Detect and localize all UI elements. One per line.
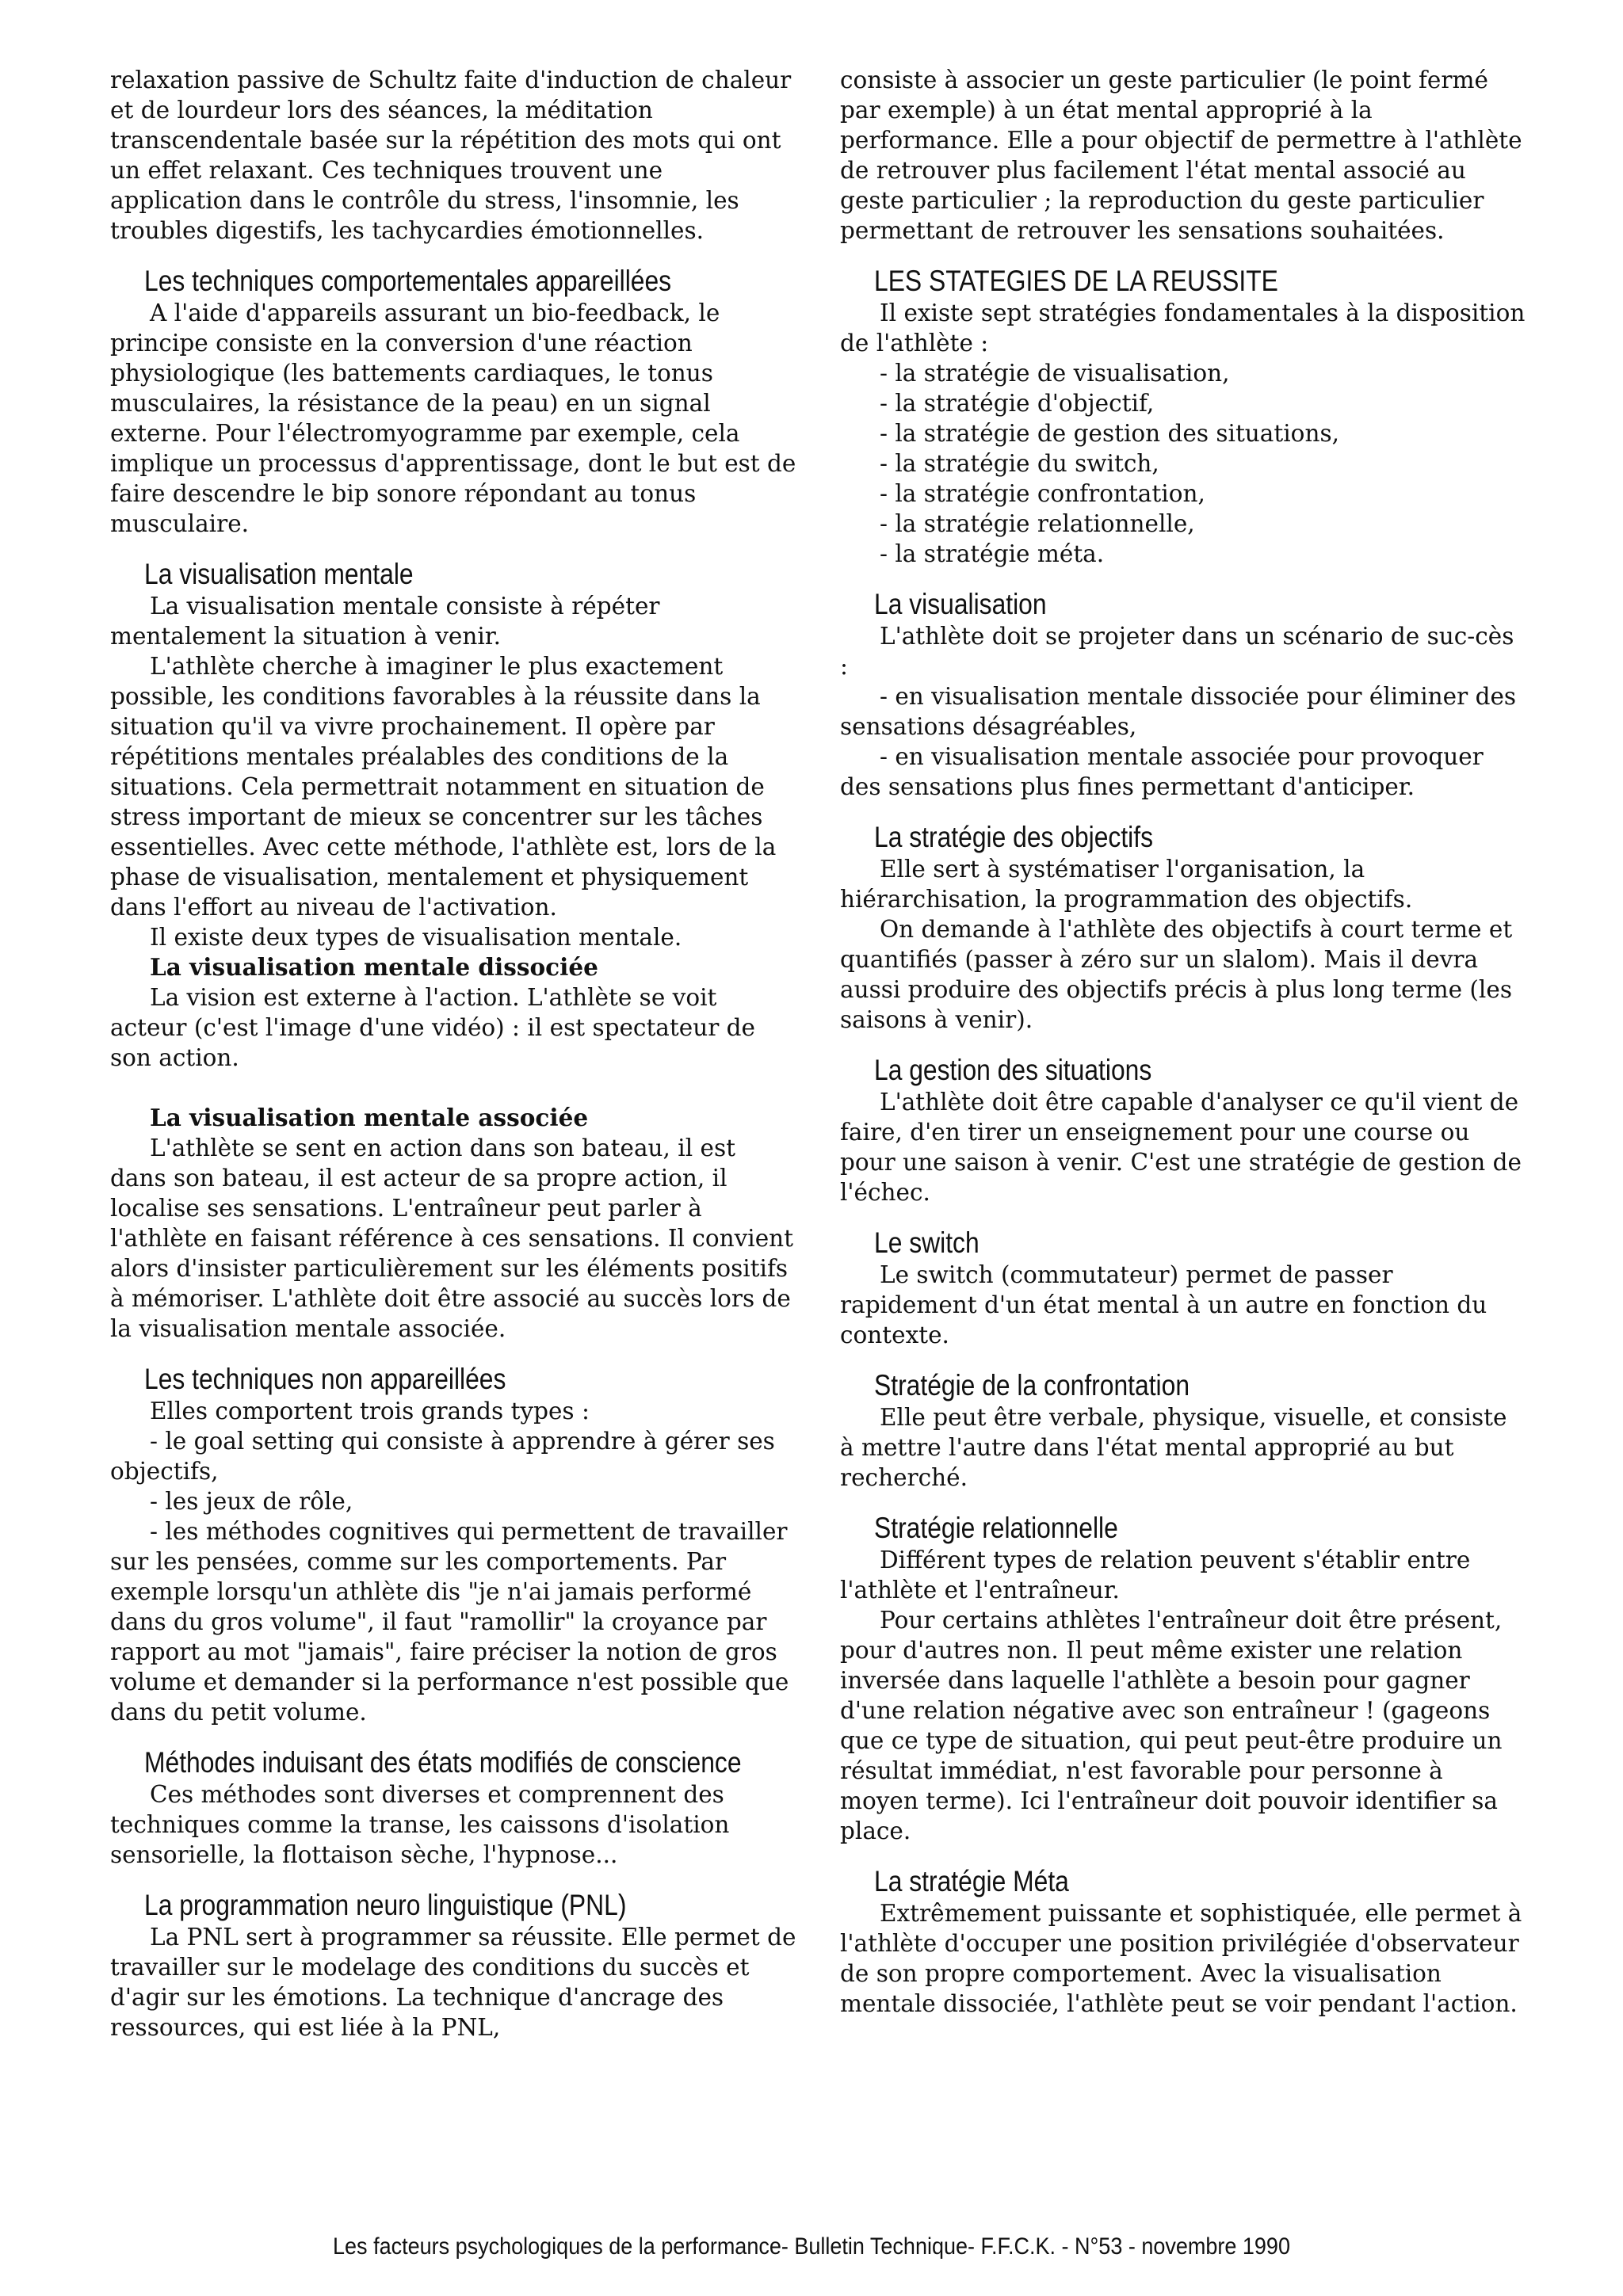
- right-column: [840, 65, 1528, 2019]
- paragraph-ancrage: consiste à associer un geste particulier (le point fermé par exemple) à un état mental approprié à la performance. Elle a pour objectif de permettre à l'athlète de retrouver plus facilement l'état mental associé au geste particulier ; la reproduction du geste particulier permettant de retrouver les sensations souhaitées.: [840, 67, 1522, 244]
- paragraph-associee: L'athlète se sent en action dans son bateau, il est dans son bateau, il est acteur de sa propre action, il localise ses sensations. L'entraîneur peut parler à l'athlète en faisant référence à ces sensations. Il convient alors d'insister particulièrement sur les éléments positifs à mémoriser. L'athlète doit être associé au succès lors de la visualisation mentale associée.: [110, 1135, 794, 1342]
- heading-etats-modifies: Méthodes induisant des états modifiés de conscience: [144, 1746, 742, 1779]
- paragraph-relationnelle-2: Pour certains athlètes l'entraîneur doit être présent, pour d'autres non. Il peut même exister une relation inversée dans laquelle l'athlète a besoin pour gagner d'une relation négative avec son entraîneur ! (gageons que ce type de situation, qui peut peut-être produire un résultat immédiat, n'est favorable pour personne à moyen terme). Ici l'entraîneur doit pouvoir identifier sa place.: [840, 1607, 1503, 1844]
- paragraph-meta: Extrêmement puissante et sophistiquée, elle permet à l'athlète d'occuper une position privilégiée d'observateur de son propre comportement. Avec la visualisation mentale dissociée, l'athlète peut se voir pendant l'action.: [840, 1900, 1522, 2017]
- list-item-strategie: - la stratégie de visualisation,: [880, 360, 1230, 387]
- paragraph-visualisation-1: La visualisation mentale consiste à répéter mentalement la situation à venir.: [110, 593, 660, 650]
- list-item-strategie: - la stratégie du switch,: [880, 450, 1159, 477]
- paragraph-relaxation: relaxation passive de Schultz faite d'induction de chaleur et de lourdeur lors des séances, la méditation transcendentale basée sur la répétition des mots qui ont un effet relaxant. Ces techniques trouvent une application dans le contrôle du stress, l'insomnie, les troubles digestifs, les tachycardies émotionnelles.: [110, 67, 792, 244]
- heading-gestion-situations: La gestion des situations: [874, 1054, 1152, 1086]
- list-item-strategie: - la stratégie relationnelle,: [880, 510, 1195, 537]
- heading-relationnelle: Stratégie relationnelle: [874, 1512, 1118, 1544]
- list-item-strategie: - la stratégie d'objectif,: [880, 390, 1155, 417]
- heading-strategies-reussite: LES STATEGIES DE LA REUSSITE: [874, 265, 1278, 297]
- paragraph-visualisation-dissociee: - en visualisation mentale dissociée pour éliminer des sensations désagréables,: [840, 683, 1517, 740]
- paragraph-visualisation-scenario: L'athlète doit se projeter dans un scénario de suc-cès :: [840, 623, 1514, 680]
- list-item-strategie: - la stratégie de gestion des situations,: [880, 420, 1339, 447]
- paragraph-bio-feedback: A l'aide d'appareils assurant un bio-feedback, le principe consiste en la conversion d'une réaction physiologique (les battements cardiaques, le tonus musculaires, la résistance de la peau) en un signal externe. Pour l'électromyogramme par exemple, cela implique un processus d'apprentissage, dont le but est de faire descendre le bip sonore répondant au tonus musculaire.: [110, 299, 796, 537]
- heading-techniques-comportementales: Les techniques comportementales appareillées: [144, 265, 672, 297]
- paragraph-objectifs-2: On demande à l'athlète des objectifs à court terme et quantifiés (passer à zéro sur un slalom). Mais il devra aussi produire des objectifs précis à plus long terme (les saisons à venir).: [840, 916, 1513, 1033]
- list-item-jeux-de-role: - les jeux de rôle,: [150, 1488, 353, 1515]
- list-item-strategie: - la stratégie confrontation,: [880, 480, 1205, 507]
- subheading-visualisation-dissociee: La visualisation mentale dissociée: [150, 953, 598, 981]
- list-item-methodes-cognitives: - les méthodes cognitives qui permettent de travailler sur les pensées, comme sur les comportements. Par exemple lorsqu'un athlète dis "je n'ai jamais performé dans du gros volume", il faut "ramollir" la croyance par rapport au mot "jamais", faire préciser la notion de gros volume et demander si la performance n'est possible que dans du petit volume.: [110, 1518, 789, 1726]
- heading-pnl: La programmation neuro linguistique (PNL): [144, 1889, 627, 1921]
- paragraph-switch: Le switch (commutateur) permet de passer rapidement d'un état mental à un autre en fonction du contexte.: [840, 1261, 1487, 1348]
- heading-switch: Le switch: [874, 1226, 980, 1259]
- subheading-visualisation-associee: La visualisation mentale associée: [150, 1104, 589, 1131]
- paragraph-pnl: La PNL sert à programmer sa réussite. Elle permet de travailler sur le modelage des conditions du succès et d'agir sur les émotions. La technique d'ancrage des ressources, qui est liée à la PNL,: [110, 1924, 796, 2041]
- paragraph-etats-modifies: Ces méthodes sont diverses et comprennent des techniques comme la transe, les caissons d'isolation sensorielle, la flottaison sèche, l'hypnose...: [110, 1781, 730, 1868]
- paragraph-dissociee: La vision est externe à l'action. L'athlète se voit acteur (c'est l'image d'une vidéo) : il est spectateur de son action.: [110, 984, 756, 1071]
- page-footer: Les facteurs psychologiques de la performance- Bulletin Technique- F.F.C.K. - N°53 - novembre 1990: [333, 2233, 1290, 2260]
- paragraph-visualisation-2: L'athlète cherche à imaginer le plus exactement possible, les conditions favorables à la réussite dans la situation qu'il va vivre prochainement. Il opère par répétitions mentales préalables des conditions de la situations. Cela permettrait notamment en situation de stress important de mieux se concentrer sur les tâches essentielles. Avec cette méthode, l'athlète est, lors de la phase de visualisation, mentalement et physiquement dans l'effort au niveau de l'activation.: [110, 653, 777, 921]
- paragraph-gestion-situations: L'athlète doit être capable d'analyser ce qu'il vient de faire, d'en tirer un enseignement pour une course ou pour une saison à venir. C'est une stratégie de gestion de l'échec.: [840, 1089, 1522, 1206]
- paragraph-objectifs-1: Elle sert à systématiser l'organisation, la hiérarchisation, la programmation des objectifs.: [840, 856, 1413, 913]
- heading-confrontation: Stratégie de la confrontation: [874, 1369, 1190, 1402]
- heading-techniques-non-appareillees: Les techniques non appareillées: [144, 1363, 506, 1395]
- paragraph-strategies-intro: Il existe sept stratégies fondamentales à la disposition de l'athlète :: [840, 299, 1526, 357]
- heading-la-visualisation: La visualisation: [874, 588, 1047, 620]
- heading-strategie-objectifs: La stratégie des objectifs: [874, 821, 1153, 853]
- paragraph-visualisation-associee: - en visualisation mentale associée pour provoquer des sensations plus fines permettant d'anticiper.: [840, 743, 1484, 800]
- heading-visualisation-mentale: La visualisation mentale: [144, 558, 414, 590]
- list-item-goal-setting: - le goal setting qui consiste à apprendre à gérer ses objectifs,: [110, 1428, 775, 1485]
- paragraph-relationnelle-1: Différent types de relation peuvent s'établir entre l'athlète et l'entraîneur.: [840, 1547, 1471, 1604]
- list-item-strategie: - la stratégie méta.: [880, 540, 1105, 567]
- paragraph-confrontation: Elle peut être verbale, physique, visuelle, et consiste à mettre l'autre dans l'état mental approprié au but recherché.: [840, 1404, 1507, 1491]
- left-column: [110, 65, 798, 2042]
- paragraph-non-appareillees-1: Elles comportent trois grands types :: [150, 1398, 590, 1425]
- paragraph-visualisation-3: Il existe deux types de visualisation mentale.: [150, 924, 682, 951]
- heading-strategie-meta: La stratégie Méta: [874, 1865, 1069, 1897]
